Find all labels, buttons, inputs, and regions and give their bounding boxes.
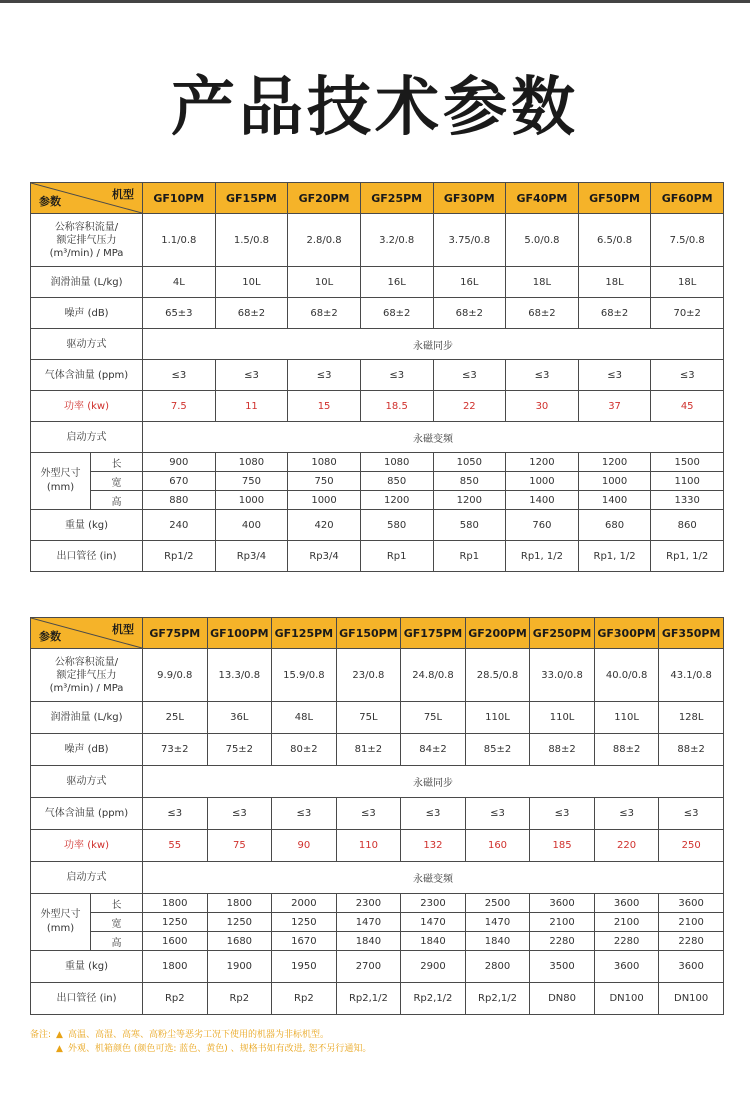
power-cell: 90 (272, 830, 337, 862)
dimension-length-cell: 1080 (215, 453, 288, 472)
dimension-length-cell: 1080 (288, 453, 361, 472)
notes (30, 1028, 730, 1056)
dimension-height-cell: 880 (143, 491, 216, 510)
oil-content-row (31, 360, 724, 391)
model-header: GF15PM (215, 183, 288, 214)
weight-cell: 420 (288, 510, 361, 541)
noise-cell: 75±2 (207, 734, 272, 766)
model-header: GF200PM (465, 618, 530, 649)
row-label (31, 702, 143, 734)
warning-triangle-icon: ▲ (56, 1030, 63, 1040)
outlet-cell: Rp2 (272, 983, 337, 1015)
dimension-height-cell: 2280 (659, 932, 724, 951)
oil-cell: 18L (578, 267, 651, 298)
outlet-cell: Rp1 (433, 541, 506, 572)
header-param-label: 参数 (39, 195, 61, 208)
power-cell: 11 (215, 391, 288, 422)
row-label-text: 噪声 (dB) (64, 307, 109, 319)
row-label-text: 驱动方式 (66, 776, 107, 787)
power-cell: 132 (401, 830, 466, 862)
noise-cell: 84±2 (401, 734, 466, 766)
dimension-width-cell: 750 (288, 472, 361, 491)
row-label (31, 983, 143, 1015)
flow-cell: 1.1/0.8 (143, 214, 216, 267)
oil-content-cell: ≤3 (360, 360, 433, 391)
drive-row (31, 766, 724, 798)
row-label (31, 391, 143, 422)
weight-cell: 240 (143, 510, 216, 541)
flow-cell: 5.0/0.8 (506, 214, 579, 267)
row-label-text: 启动方式 (66, 872, 107, 883)
oil-content-cell: ≤3 (401, 798, 466, 830)
dimension-height-row (31, 491, 724, 510)
model-header: GF175PM (401, 618, 466, 649)
dimension-label (31, 453, 91, 510)
dimension-height-cell: 1200 (433, 491, 506, 510)
flow-cell: 23/0.8 (336, 649, 401, 702)
page-title: 产品技术参数 (171, 71, 579, 145)
power-cell: 220 (594, 830, 659, 862)
row-label-text: 额定排气压力 (56, 234, 117, 246)
row-label-text: 出口管径 (in) (56, 550, 117, 562)
row-label-text: (m³/min) / MPa (49, 682, 124, 694)
dimension-length-cell: 1800 (143, 894, 208, 913)
oil-row (31, 702, 724, 734)
weight-cell: 400 (215, 510, 288, 541)
warning-triangle-icon: ▲ (56, 1044, 63, 1054)
dimension-width-cell: 2100 (530, 913, 595, 932)
model-header: GF300PM (594, 618, 659, 649)
top-rule (0, 0, 750, 3)
spec-table-2 (30, 617, 724, 1015)
corner-header (31, 183, 143, 214)
oil-content-cell: ≤3 (143, 360, 216, 391)
weight-cell: 680 (578, 510, 651, 541)
noise-cell: 68±2 (578, 298, 651, 329)
flow-row (31, 214, 724, 267)
dimension-width-cell: 1470 (336, 913, 401, 932)
dimension-width-cell: 2100 (594, 913, 659, 932)
flow-cell: 24.8/0.8 (401, 649, 466, 702)
model-header: GF25PM (360, 183, 433, 214)
noise-cell: 88±2 (530, 734, 595, 766)
dimension-height-cell: 1400 (578, 491, 651, 510)
outlet-cell: DN80 (530, 983, 595, 1015)
row-label-text: 功率 (kw) (64, 840, 109, 851)
dimension-length-cell: 2000 (272, 894, 337, 913)
oil-cell: 75L (336, 702, 401, 734)
flow-row (31, 649, 724, 702)
dimension-height-label: 高 (91, 932, 143, 951)
oil-cell: 18L (506, 267, 579, 298)
oil-content-cell: ≤3 (288, 360, 361, 391)
outlet-cell: Rp2,1/2 (336, 983, 401, 1015)
oil-cell: 4L (143, 267, 216, 298)
oil-content-cell: ≤3 (465, 798, 530, 830)
power-cell: 30 (506, 391, 579, 422)
dimension-height-cell: 1840 (336, 932, 401, 951)
outlet-cell: Rp2,1/2 (401, 983, 466, 1015)
dimension-length-cell: 2500 (465, 894, 530, 913)
oil-cell: 16L (360, 267, 433, 298)
outlet-row (31, 983, 724, 1015)
dimension-width-cell: 1000 (506, 472, 579, 491)
power-cell: 37 (578, 391, 651, 422)
power-cell: 22 (433, 391, 506, 422)
row-label-text: 出口管径 (in) (56, 993, 117, 1004)
noise-cell: 68±2 (215, 298, 288, 329)
row-label (31, 798, 143, 830)
row-label (31, 298, 143, 329)
power-cell: 110 (336, 830, 401, 862)
oil-content-cell: ≤3 (433, 360, 506, 391)
model-header: GF20PM (288, 183, 361, 214)
flow-cell: 2.8/0.8 (288, 214, 361, 267)
outlet-cell: Rp1, 1/2 (651, 541, 724, 572)
dimension-height-cell: 2280 (530, 932, 595, 951)
power-row (31, 391, 724, 422)
row-label-text: 公称容积流量/ (54, 656, 119, 668)
dimension-length-label: 长 (91, 453, 143, 472)
dimension-length-cell: 3600 (659, 894, 724, 913)
outlet-cell: Rp1, 1/2 (506, 541, 579, 572)
outlet-row (31, 541, 724, 572)
dimension-unit-text: (mm) (46, 923, 75, 934)
oil-cell: 110L (530, 702, 595, 734)
dimension-length-cell: 2300 (401, 894, 466, 913)
dimension-length-row (31, 894, 724, 913)
oil-content-cell: ≤3 (651, 360, 724, 391)
dimension-width-cell: 1250 (207, 913, 272, 932)
dimension-length-label: 长 (91, 894, 143, 913)
dimension-length-cell: 1050 (433, 453, 506, 472)
dimension-height-cell: 1000 (288, 491, 361, 510)
row-label-text: 气体含油量 (ppm) (44, 808, 129, 819)
noise-cell: 68±2 (360, 298, 433, 329)
start-cell: 永磁变频 (143, 862, 724, 894)
row-label (31, 862, 143, 894)
start-cell: 永磁变频 (143, 422, 724, 453)
oil-content-cell: ≤3 (594, 798, 659, 830)
weight-cell: 580 (433, 510, 506, 541)
power-cell: 75 (207, 830, 272, 862)
dimension-height-cell: 1330 (651, 491, 724, 510)
row-label-text: 启动方式 (66, 431, 107, 443)
flow-cell: 7.5/0.8 (651, 214, 724, 267)
noise-cell: 68±2 (433, 298, 506, 329)
model-header: GF125PM (272, 618, 337, 649)
model-header: GF350PM (659, 618, 724, 649)
outlet-cell: Rp3/4 (215, 541, 288, 572)
row-label (31, 830, 143, 862)
oil-content-cell: ≤3 (530, 798, 595, 830)
outlet-cell: Rp2,1/2 (465, 983, 530, 1015)
dimension-length-cell: 900 (143, 453, 216, 472)
flow-cell: 28.5/0.8 (465, 649, 530, 702)
flow-cell: 3.75/0.8 (433, 214, 506, 267)
power-cell: 55 (143, 830, 208, 862)
row-label (31, 360, 143, 391)
model-header: GF75PM (143, 618, 208, 649)
outlet-cell: Rp2 (143, 983, 208, 1015)
weight-cell: 760 (506, 510, 579, 541)
oil-row (31, 267, 724, 298)
dimension-height-cell: 1680 (207, 932, 272, 951)
oil-cell: 48L (272, 702, 337, 734)
noise-cell: 80±2 (272, 734, 337, 766)
oil-content-cell: ≤3 (215, 360, 288, 391)
start-row (31, 422, 724, 453)
dimension-label-text: 外型尺寸 (40, 909, 81, 920)
row-label-text: (m³/min) / MPa (49, 247, 124, 259)
dimension-width-cell: 1250 (272, 913, 337, 932)
dimension-width-cell: 1470 (401, 913, 466, 932)
oil-cell: 36L (207, 702, 272, 734)
dimension-width-cell: 850 (433, 472, 506, 491)
row-label (31, 649, 143, 702)
dimension-height-row (31, 932, 724, 951)
dimension-height-cell: 1200 (360, 491, 433, 510)
oil-content-cell: ≤3 (659, 798, 724, 830)
weight-row (31, 951, 724, 983)
noise-cell: 73±2 (143, 734, 208, 766)
dimension-width-row (31, 472, 724, 491)
drive-row (31, 329, 724, 360)
note-line-1: 高温、高湿、高寒、高粉尘等恶劣工况下使用的机器为非标机型。 (68, 1030, 330, 1040)
spec-table-1 (30, 182, 724, 572)
oil-content-cell: ≤3 (272, 798, 337, 830)
dimension-width-label: 宽 (91, 472, 143, 491)
noise-row (31, 734, 724, 766)
oil-cell: 75L (401, 702, 466, 734)
header-param-label: 参数 (39, 630, 61, 643)
weight-cell: 1900 (207, 951, 272, 983)
corner-header (31, 618, 143, 649)
oil-content-cell: ≤3 (207, 798, 272, 830)
noise-cell: 88±2 (594, 734, 659, 766)
noise-cell: 68±2 (506, 298, 579, 329)
start-row (31, 862, 724, 894)
row-label-text: 气体含油量 (ppm) (44, 369, 129, 381)
notes-prefix: 备注: (30, 1030, 52, 1040)
weight-cell: 2700 (336, 951, 401, 983)
dimension-width-cell: 750 (215, 472, 288, 491)
row-label-text: 重量 (kg) (64, 519, 109, 531)
noise-cell: 85±2 (465, 734, 530, 766)
dimension-height-cell: 1840 (401, 932, 466, 951)
weight-cell: 1950 (272, 951, 337, 983)
dimension-width-cell: 1470 (465, 913, 530, 932)
dimension-length-cell: 1200 (578, 453, 651, 472)
oil-cell: 128L (659, 702, 724, 734)
flow-cell: 3.2/0.8 (360, 214, 433, 267)
power-cell: 15 (288, 391, 361, 422)
dimension-height-cell: 1000 (215, 491, 288, 510)
power-cell: 7.5 (143, 391, 216, 422)
outlet-cell: Rp1 (360, 541, 433, 572)
row-label (31, 214, 143, 267)
oil-cell: 18L (651, 267, 724, 298)
model-header: GF40PM (506, 183, 579, 214)
noise-cell: 65±3 (143, 298, 216, 329)
noise-cell: 88±2 (659, 734, 724, 766)
flow-cell: 13.3/0.8 (207, 649, 272, 702)
power-cell: 250 (659, 830, 724, 862)
note-row-2 (30, 1042, 730, 1056)
weight-cell: 860 (651, 510, 724, 541)
row-label-text: 驱动方式 (66, 338, 107, 350)
dimension-height-cell: 1400 (506, 491, 579, 510)
noise-row (31, 298, 724, 329)
noise-cell: 70±2 (651, 298, 724, 329)
outlet-cell: Rp1/2 (143, 541, 216, 572)
model-header: GF100PM (207, 618, 272, 649)
row-label (31, 734, 143, 766)
dimension-length-cell: 3600 (594, 894, 659, 913)
outlet-cell: DN100 (659, 983, 724, 1015)
model-header: GF250PM (530, 618, 595, 649)
dimension-height-cell: 1670 (272, 932, 337, 951)
noise-cell: 68±2 (288, 298, 361, 329)
power-cell: 185 (530, 830, 595, 862)
flow-cell: 9.9/0.8 (143, 649, 208, 702)
row-label (31, 422, 143, 453)
model-header: GF150PM (336, 618, 401, 649)
outlet-cell: Rp2 (207, 983, 272, 1015)
dimension-width-cell: 2100 (659, 913, 724, 932)
dimension-length-row (31, 453, 724, 472)
dimension-width-cell: 1100 (651, 472, 724, 491)
dimension-height-label: 高 (91, 491, 143, 510)
outlet-cell: Rp3/4 (288, 541, 361, 572)
dimension-height-cell: 1840 (465, 932, 530, 951)
row-label-text: 额定排气压力 (56, 669, 117, 681)
weight-cell: 3600 (594, 951, 659, 983)
header-model-label: 机型 (112, 623, 134, 636)
dimension-label (31, 894, 91, 951)
row-label (31, 766, 143, 798)
power-cell: 45 (651, 391, 724, 422)
dimension-length-cell: 1800 (207, 894, 272, 913)
row-label-text: 润滑油量 (L/kg) (50, 276, 123, 288)
weight-cell: 2800 (465, 951, 530, 983)
row-label-text: 功率 (kw) (64, 400, 109, 412)
weight-cell: 3600 (659, 951, 724, 983)
oil-cell: 16L (433, 267, 506, 298)
dimension-length-cell: 1080 (360, 453, 433, 472)
oil-content-row (31, 798, 724, 830)
note-line-2: 外观、机箱颜色 (颜色可选: 蓝色、黄色) 、规格书如有改进, 恕不另行通知。 (68, 1044, 372, 1054)
model-header: GF50PM (578, 183, 651, 214)
outlet-cell: Rp1, 1/2 (578, 541, 651, 572)
dimension-length-cell: 1500 (651, 453, 724, 472)
weight-cell: 580 (360, 510, 433, 541)
flow-cell: 33.0/0.8 (530, 649, 595, 702)
header-model-label: 机型 (112, 188, 134, 201)
row-label (31, 510, 143, 541)
weight-cell: 2900 (401, 951, 466, 983)
dimension-label-text: 外型尺寸 (40, 468, 81, 479)
oil-cell: 10L (215, 267, 288, 298)
dimension-width-cell: 850 (360, 472, 433, 491)
header-row (31, 183, 724, 214)
oil-cell: 110L (465, 702, 530, 734)
drive-cell: 永磁同步 (143, 766, 724, 798)
weight-cell: 1800 (143, 951, 208, 983)
dimension-width-cell: 1000 (578, 472, 651, 491)
dimension-length-cell: 2300 (336, 894, 401, 913)
row-label (31, 267, 143, 298)
power-row (31, 830, 724, 862)
flow-cell: 15.9/0.8 (272, 649, 337, 702)
row-label (31, 951, 143, 983)
row-label-text: 噪声 (dB) (64, 744, 109, 755)
dimension-width-row (31, 913, 724, 932)
dimension-width-cell: 670 (143, 472, 216, 491)
power-cell: 160 (465, 830, 530, 862)
weight-cell: 3500 (530, 951, 595, 983)
dimension-unit-text: (mm) (46, 482, 75, 493)
oil-content-cell: ≤3 (506, 360, 579, 391)
oil-cell: 110L (594, 702, 659, 734)
model-header: GF30PM (433, 183, 506, 214)
dimension-length-cell: 3600 (530, 894, 595, 913)
dimension-width-label: 宽 (91, 913, 143, 932)
weight-row (31, 510, 724, 541)
flow-cell: 1.5/0.8 (215, 214, 288, 267)
dimension-width-cell: 1250 (143, 913, 208, 932)
oil-content-cell: ≤3 (336, 798, 401, 830)
oil-cell: 25L (143, 702, 208, 734)
row-label (31, 541, 143, 572)
model-header: GF10PM (143, 183, 216, 214)
header-row (31, 618, 724, 649)
row-label-text: 重量 (kg) (64, 961, 109, 972)
flow-cell: 6.5/0.8 (578, 214, 651, 267)
row-label (31, 329, 143, 360)
dimension-length-cell: 1200 (506, 453, 579, 472)
power-cell: 18.5 (360, 391, 433, 422)
noise-cell: 81±2 (336, 734, 401, 766)
dimension-height-cell: 2280 (594, 932, 659, 951)
oil-content-cell: ≤3 (578, 360, 651, 391)
row-label-text: 公称容积流量/ (54, 221, 119, 233)
oil-content-cell: ≤3 (143, 798, 208, 830)
outlet-cell: DN100 (594, 983, 659, 1015)
drive-cell: 永磁同步 (143, 329, 724, 360)
row-label-text: 润滑油量 (L/kg) (50, 712, 123, 723)
oil-cell: 10L (288, 267, 361, 298)
model-header: GF60PM (651, 183, 724, 214)
dimension-height-cell: 1600 (143, 932, 208, 951)
note-row-1 (30, 1028, 730, 1042)
flow-cell: 43.1/0.8 (659, 649, 724, 702)
flow-cell: 40.0/0.8 (594, 649, 659, 702)
